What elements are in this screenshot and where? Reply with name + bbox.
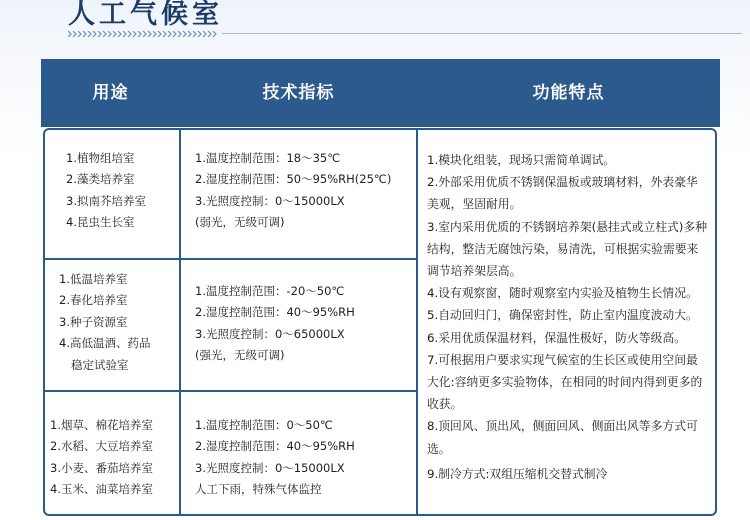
list-item: 2.湿度控制范围：40～95%RH (195, 305, 355, 320)
list-item: 人工下雨，特殊气体监控 (195, 482, 322, 497)
list-item: 2.春化培养室 (59, 293, 128, 308)
header-specs: 技术指标 (262, 83, 335, 103)
spec-table (43, 128, 717, 516)
list-item: 3.种子资源室 (59, 314, 128, 329)
features-list (427, 149, 709, 485)
list-item: 3.光照度控制：0～65000LX (195, 326, 345, 341)
feature-item: 7.可根据用户要求实现气候室的生长区或使用空间最大化:容纳更多实验物体，在相同的时间内得到更多的收获。 (427, 352, 703, 412)
table-row-3-usage (50, 415, 153, 501)
title-underline (222, 33, 742, 34)
row-divider-2 (45, 390, 416, 392)
feature-item: 4.设有观察窗，随时观察室内实验及植物生长情况。 (427, 286, 698, 301)
list-item: 3.拟南芥培养室 (66, 193, 146, 208)
list-item: 2.水稻、大豆培养室 (50, 439, 153, 454)
list-item: 2.藻类培养室 (66, 172, 135, 187)
table-row-3-specs (195, 415, 355, 501)
feature-item: 5.自动回归门，确保密封性，防止室内温度波动大。 (427, 308, 698, 323)
table-row-2-usage (59, 269, 150, 376)
feature-item: 3.室内采用优质的不锈钢培养架(悬挂式或立柱式)多种结构，整洁无腐蚀污染，易清洗，可根据实验需要来调节培养架层高。 (427, 219, 707, 279)
list-item: 4.昆虫生长室 (66, 215, 135, 230)
list-item: 2.湿度控制范围：50～95%RH(25℃) (195, 172, 392, 187)
header-features: 功能特点 (532, 83, 605, 103)
list-item: 1.烟草、棉花培养室 (50, 418, 153, 432)
column-divider-2 (416, 130, 418, 514)
list-item: (强光，无级可调) (195, 348, 285, 363)
list-item: 3.光照度控制：0～15000LX (195, 460, 345, 475)
list-item: (弱光，无级可调) (195, 215, 285, 230)
list-item: 1.植物组培室 (66, 151, 135, 165)
list-item: 2.湿度控制范围：40～95%RH (195, 439, 355, 454)
list-item: 1.低温培养室 (59, 272, 128, 286)
feature-item: 1.模块化组装，现场只需简单调试。 (427, 153, 616, 167)
list-item: 3.小麦、番茄培养室 (50, 460, 153, 475)
table-row-1-usage (66, 148, 146, 234)
list-item: 1.温度控制范围：-20～50℃ (195, 284, 345, 298)
feature-item: 6.采用优质保温材料，保温性极好，防火等级高。 (427, 330, 686, 345)
feature-item: 8.顶回风、顶出风，侧面回风、侧面出风等多方式可选。 (427, 419, 698, 456)
header-usage: 用途 (92, 83, 129, 103)
table-row-2-specs (195, 281, 355, 367)
feature-item: 9.制冷方式:双组压缩机交替式制冷 (427, 466, 608, 481)
list-item: 4.高低温酒、药品 (59, 336, 151, 351)
table-header (41, 59, 720, 127)
list-item: 4.玉米、油菜培养室 (50, 482, 153, 497)
list-item: 1.温度控制范围：0～50℃ (195, 418, 333, 432)
page-title: 人工气候室 (68, 0, 223, 30)
title-chevron-decoration (68, 31, 218, 37)
list-item: 3.光照度控制：0～15000LX (195, 193, 345, 208)
table-row-1-specs (195, 148, 391, 234)
row-divider-1 (45, 258, 416, 260)
column-divider-1 (179, 130, 181, 514)
feature-item: 2.外部采用优质不锈钢保温板或玻璃材料，外表豪华美观，坚固耐用。 (427, 175, 698, 212)
list-item: 稳定试验室 (71, 357, 129, 372)
list-item: 1.温度控制范围：18～35℃ (195, 151, 341, 165)
